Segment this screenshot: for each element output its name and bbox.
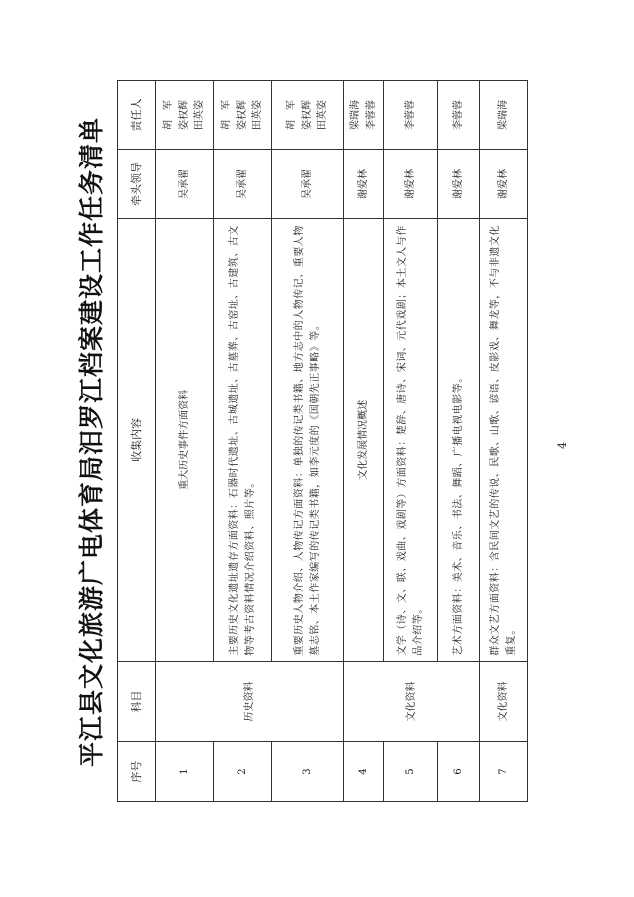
cell-seq: 7 — [480, 742, 528, 802]
owner-name: 姿权辉 — [301, 100, 313, 131]
cell-subject: 文化资料 — [480, 661, 528, 741]
owner-name: 田英姿 — [252, 100, 264, 131]
owner-name: 田英姿 — [317, 100, 329, 131]
cell-content: 文化发展情况概述 — [344, 219, 384, 662]
cell-lead: 谢爱林 — [344, 150, 384, 219]
cell-owner — [156, 81, 214, 150]
cell-seq: 4 — [344, 742, 384, 802]
cell-lead: 谢爱林 — [480, 150, 528, 219]
document-title: 平江县文化旅游广电体育局汨罗江档案建设工作任务清单 — [77, 117, 106, 768]
header-seq: 序号 — [118, 742, 156, 802]
owner-name: 李蓉蓉 — [365, 100, 377, 131]
cell-seq: 1 — [156, 742, 214, 802]
cell-owner: 梁瑞海 — [480, 81, 528, 150]
cell-lead: 吴承翟 — [272, 150, 344, 219]
header-lead: 牵头领导 — [118, 150, 156, 219]
cell-content: 群众文艺方面资料：含民间文艺的传说、民歌、山歌、谚语、皮影戏、舞龙等，不与非遗文化重复。 — [480, 219, 528, 662]
owner-name: 姿权辉 — [236, 100, 248, 131]
cell-owner — [272, 81, 344, 150]
owner-name: 胡 军 — [286, 100, 298, 131]
header-owner: 责任人 — [118, 81, 156, 150]
table-row — [344, 81, 384, 802]
cell-lead: 吴承翟 — [214, 150, 272, 219]
header-subject: 科目 — [118, 661, 156, 741]
cell-subject: 历史资料 — [156, 661, 344, 741]
owner-name: 胡 军 — [163, 100, 175, 131]
page-number: 4 — [556, 442, 569, 449]
cell-content: 艺术方面资料：美术、音乐、书法、舞蹈、广播电视电影等。 — [438, 219, 480, 662]
cell-lead: 谢爱林 — [384, 150, 438, 219]
cell-seq: 3 — [272, 742, 344, 802]
cell-content: 主要历史文化遗址遗存方面资料：石器时代遗址、古城遗址、古墓葬、古窑址、古建筑、古文物等考古资料情况介绍资料、照片等。 — [214, 219, 272, 662]
cell-owner: 李蓉蓉 — [384, 81, 438, 150]
cell-seq: 2 — [214, 742, 272, 802]
cell-content: 重大历史事件方面资料 — [156, 219, 214, 662]
cell-owner: 李蓉蓉 — [438, 81, 480, 150]
owner-name: 姿权辉 — [178, 100, 190, 131]
cell-lead: 吴承翟 — [156, 150, 214, 219]
table-row — [156, 81, 214, 802]
table-header-row — [118, 81, 156, 802]
cell-lead: 谢爱林 — [438, 150, 480, 219]
task-list-table — [117, 80, 528, 802]
cell-content: 重要历史人物介绍、人物传记方面资料：单独的传记类书籍、地方志中的人物传记、重要人物墓志铭、本土作家编写的传记类书籍，如李元度的《国朝先正事略》等。 — [272, 219, 344, 662]
cell-owner — [344, 81, 384, 150]
owner-name: 田英姿 — [194, 100, 206, 131]
table-row — [480, 81, 528, 802]
cell-seq: 6 — [438, 742, 480, 802]
header-content: 收集内容 — [118, 219, 156, 662]
cell-seq: 5 — [384, 742, 438, 802]
cell-owner — [214, 81, 272, 150]
owner-name: 胡 军 — [221, 100, 233, 131]
owner-name: 梁瑞海 — [350, 100, 361, 131]
cell-content: 文学（诗、文、联、戏曲、戏剧等）方面资料：楚辞、唐诗、宋词、元代戏剧；本土文人与作品介绍等。 — [384, 219, 438, 662]
cell-subject: 文化资料 — [344, 661, 480, 741]
